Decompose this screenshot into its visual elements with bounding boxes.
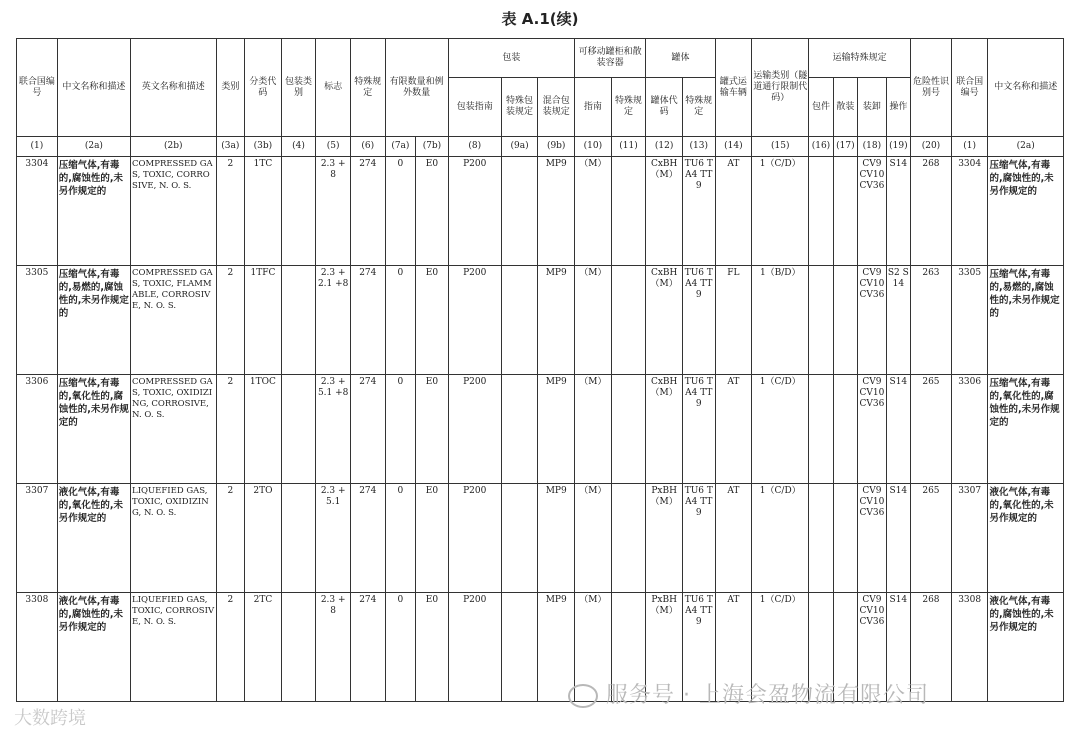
mixed-packing-cell: MP9 — [538, 484, 575, 593]
col-number: (14) — [715, 137, 752, 157]
header-special-provisions: 特殊规定 — [350, 39, 385, 137]
tank-vehicle-cell: AT — [715, 157, 752, 266]
bulk-cell — [833, 266, 857, 375]
un-repeat-cell: 3306 — [951, 375, 988, 484]
class-cell: 2 — [216, 484, 245, 593]
packages-cell — [809, 484, 833, 593]
header-loading: 装卸 — [858, 78, 887, 137]
packing-group-cell — [281, 157, 316, 266]
portable-instruction-cell: （M） — [575, 157, 612, 266]
header-class-code: 分类代码 — [245, 39, 282, 137]
col-number: (20) — [911, 137, 952, 157]
label-cell: 2.3 + 8 — [316, 157, 351, 266]
header-tank: 罐体 — [646, 39, 715, 78]
class-cell: 2 — [216, 593, 245, 702]
un-repeat-cell: 3307 — [951, 484, 988, 593]
operation-cell: S14 — [886, 484, 910, 593]
tank-code-cell: CxBH（M） — [646, 375, 683, 484]
mixed-packing-cell: MP9 — [538, 593, 575, 702]
packing-group-cell — [281, 266, 316, 375]
tank-special-cell: TU6 TA4 TT9 — [682, 266, 715, 375]
tank-special-cell: TU6 TA4 TT9 — [682, 157, 715, 266]
class-cell: 2 — [216, 157, 245, 266]
dangerous-goods-table — [16, 38, 1064, 702]
portable-instruction-cell: （M） — [575, 593, 612, 702]
transport-category-cell: 1（C/D） — [752, 593, 809, 702]
class-code-cell: 2TO — [245, 484, 282, 593]
col-number: (10) — [575, 137, 612, 157]
packing-instruction-cell: P200 — [448, 375, 501, 484]
hazard-id-cell: 263 — [911, 266, 952, 375]
limited-quantity-cell: 0 — [385, 593, 416, 702]
header-special-transport: 运输特殊规定 — [809, 39, 911, 78]
loading-cell: CV9 CV10 CV36 — [858, 593, 887, 702]
col-number: (5) — [316, 137, 351, 157]
un-repeat-cell: 3304 — [951, 157, 988, 266]
un-cell: 3307 — [17, 484, 58, 593]
col-number: (19) — [886, 137, 910, 157]
col-number: (8) — [448, 137, 501, 157]
cn-name-repeat-cell: 压缩气体,有毒的,易燃的,腐蚀性的,未另作规定的 — [988, 266, 1064, 375]
col-number: (2a) — [57, 137, 130, 157]
header-special-packing: 特殊包装规定 — [501, 78, 538, 137]
portable-instruction-cell: （M） — [575, 266, 612, 375]
limited-quantity-cell: 0 — [385, 375, 416, 484]
excepted-quantity-cell: E0 — [416, 266, 449, 375]
mixed-packing-cell: MP9 — [538, 266, 575, 375]
col-number: (12) — [646, 137, 683, 157]
loading-cell: CV9 CV10 CV36 — [858, 375, 887, 484]
header-class: 类别 — [216, 39, 245, 137]
col-number: (4) — [281, 137, 316, 157]
special-packing-cell — [501, 484, 538, 593]
header-portable-tanks: 可移动罐柜和散装容器 — [575, 39, 646, 78]
loading-cell: CV9 CV10 CV36 — [858, 157, 887, 266]
loading-cell: CV9 CV10 CV36 — [858, 266, 887, 375]
header-label: 标志 — [316, 39, 351, 137]
cn-name-cell: 压缩气体,有毒的,易燃的,腐蚀性的,未另作规定的 — [57, 266, 130, 375]
special-packing-cell — [501, 593, 538, 702]
portable-instruction-cell: （M） — [575, 484, 612, 593]
packing-group-cell — [281, 375, 316, 484]
wechat-icon — [568, 684, 598, 708]
packing-instruction-cell: P200 — [448, 157, 501, 266]
packing-instruction-cell: P200 — [448, 484, 501, 593]
table-row — [17, 484, 1064, 593]
col-number: (6) — [350, 137, 385, 157]
label-cell: 2.3 +2.1 +8 — [316, 266, 351, 375]
un-cell: 3308 — [17, 593, 58, 702]
header-packaging: 包装 — [448, 39, 574, 78]
tank-vehicle-cell: AT — [715, 593, 752, 702]
header-portable-instruction: 指南 — [575, 78, 612, 137]
watermark — [568, 678, 929, 709]
un-cell: 3304 — [17, 157, 58, 266]
col-number: (17) — [833, 137, 857, 157]
en-name-cell: COMPRESSED GAS, TOXIC, OXIDIZING, CORROSIVE, N. O. S. — [131, 375, 217, 484]
col-number: (3a) — [216, 137, 245, 157]
header-en-name: 英文名称和描述 — [131, 39, 217, 137]
header-packages: 包件 — [809, 78, 833, 137]
excepted-quantity-cell: E0 — [416, 375, 449, 484]
table-title: 表 A.1(续) — [501, 10, 579, 28]
portable-special-cell — [611, 484, 646, 593]
operation-cell: S14 — [886, 375, 910, 484]
table-body — [17, 157, 1064, 702]
tank-code-cell: CxBH（M） — [646, 266, 683, 375]
header-cn-name-repeat: 中文名称和描述 — [988, 39, 1064, 137]
col-number: (11) — [611, 137, 646, 157]
class-cell: 2 — [216, 375, 245, 484]
tank-special-cell: TU6 TA4 TT9 — [682, 593, 715, 702]
en-name-cell: LIQUEFIED GAS, TOXIC, OXIDIZING, N. O. S. — [131, 484, 217, 593]
un-cell: 3306 — [17, 375, 58, 484]
packing-instruction-cell: P200 — [448, 266, 501, 375]
un-cell: 3305 — [17, 266, 58, 375]
un-repeat-cell: 3308 — [951, 593, 988, 702]
cn-name-cell: 液化气体,有毒的,氧化性的,未另作规定的 — [57, 484, 130, 593]
col-number: (18) — [858, 137, 887, 157]
header-packing-group: 包装类别 — [281, 39, 316, 137]
limited-quantity-cell: 0 — [385, 266, 416, 375]
bulk-cell — [833, 484, 857, 593]
packages-cell — [809, 266, 833, 375]
portable-special-cell — [611, 266, 646, 375]
hazard-id-cell: 268 — [911, 157, 952, 266]
en-name-cell: COMPRESSED GAS, TOXIC, FLAMMABLE, CORROSIVE, N. O. S. — [131, 266, 217, 375]
tank-vehicle-cell: FL — [715, 266, 752, 375]
header-row-1 — [17, 39, 1064, 78]
table-row — [17, 266, 1064, 375]
tank-vehicle-cell: AT — [715, 484, 752, 593]
special-packing-cell — [501, 375, 538, 484]
transport-category-cell: 1（C/D） — [752, 157, 809, 266]
label-cell: 2.3 + 5.1 — [316, 484, 351, 593]
watermark-text: 服务号 · 上海会盈物流有限公司 — [606, 683, 929, 708]
cn-name-repeat-cell: 液化气体,有毒的,氧化性的,未另作规定的 — [988, 484, 1064, 593]
packing-group-cell — [281, 593, 316, 702]
limited-quantity-cell: 0 — [385, 157, 416, 266]
header-hazard-id: 危险性识别号 — [911, 39, 952, 137]
col-number: (13) — [682, 137, 715, 157]
bulk-cell — [833, 157, 857, 266]
tank-vehicle-cell: AT — [715, 375, 752, 484]
special-provision-cell: 274 — [350, 484, 385, 593]
operation-cell: S14 — [886, 593, 910, 702]
packages-cell — [809, 157, 833, 266]
col-number: (9a) — [501, 137, 538, 157]
header-packing-instruction: 包装指南 — [448, 78, 501, 137]
tank-code-cell: PxBH（M） — [646, 484, 683, 593]
cn-name-repeat-cell: 压缩气体,有毒的,腐蚀性的,未另作规定的 — [988, 157, 1064, 266]
packing-group-cell — [281, 484, 316, 593]
en-name-cell: LIQUEFIED GAS, TOXIC, CORROSIVE, N. O. S. — [131, 593, 217, 702]
excepted-quantity-cell: E0 — [416, 484, 449, 593]
col-number: (9b) — [538, 137, 575, 157]
col-number: (7b) — [416, 137, 449, 157]
cn-name-cell: 压缩气体,有毒的,腐蚀性的,未另作规定的 — [57, 157, 130, 266]
packing-instruction-cell: P200 — [448, 593, 501, 702]
col-number: (1) — [17, 137, 58, 157]
portable-instruction-cell: （M） — [575, 375, 612, 484]
tank-code-cell: PxBH（M） — [646, 593, 683, 702]
bulk-cell — [833, 375, 857, 484]
class-code-cell: 2TC — [245, 593, 282, 702]
special-provision-cell: 274 — [350, 157, 385, 266]
col-number: (7a) — [385, 137, 416, 157]
label-cell: 2.3 + 8 — [316, 593, 351, 702]
hazard-id-cell: 265 — [911, 375, 952, 484]
excepted-quantity-cell: E0 — [416, 593, 449, 702]
watermark-corner: 大数跨境 — [14, 708, 86, 729]
transport-category-cell: 1（C/D） — [752, 375, 809, 484]
header-tank-vehicle: 罐式运输车辆 — [715, 39, 752, 137]
class-code-cell: 1TFC — [245, 266, 282, 375]
un-repeat-cell: 3305 — [951, 266, 988, 375]
class-code-cell: 1TOC — [245, 375, 282, 484]
table-row — [17, 375, 1064, 484]
cn-name-cell: 压缩气体,有毒的,氧化性的,腐蚀性的,未另作规定的 — [57, 375, 130, 484]
transport-category-cell: 1（B/D） — [752, 266, 809, 375]
cn-name-cell: 液化气体,有毒的,腐蚀性的,未另作规定的 — [57, 593, 130, 702]
excepted-quantity-cell: E0 — [416, 157, 449, 266]
col-number: (2b) — [131, 137, 217, 157]
table-row — [17, 157, 1064, 266]
header-bulk: 散装 — [833, 78, 857, 137]
tank-special-cell: TU6 TA4 TT9 — [682, 484, 715, 593]
column-number-row — [17, 137, 1064, 157]
cn-name-repeat-cell: 压缩气体,有毒的,氧化性的,腐蚀性的,未另作规定的 — [988, 375, 1064, 484]
header-cn-name: 中文名称和描述 — [57, 39, 130, 137]
class-cell: 2 — [216, 266, 245, 375]
special-provision-cell: 274 — [350, 593, 385, 702]
en-name-cell: COMPRESSED GAS, TOXIC, CORROSIVE, N. O. S. — [131, 157, 217, 266]
header-tank-special: 特殊规定 — [682, 78, 715, 137]
limited-quantity-cell: 0 — [385, 484, 416, 593]
tank-special-cell: TU6 TA4 TT9 — [682, 375, 715, 484]
col-number: (15) — [752, 137, 809, 157]
operation-cell: S14 — [886, 157, 910, 266]
header-operation: 操作 — [886, 78, 910, 137]
col-number: (3b) — [245, 137, 282, 157]
packages-cell — [809, 375, 833, 484]
col-number: (2a) — [988, 137, 1064, 157]
header-mixed-packing: 混合包装规定 — [538, 78, 575, 137]
header-un-repeat: 联合国编号 — [951, 39, 988, 137]
col-number: (1) — [951, 137, 988, 157]
special-packing-cell — [501, 157, 538, 266]
special-provision-cell: 274 — [350, 266, 385, 375]
cn-name-repeat-cell: 液化气体,有毒的,腐蚀性的,未另作规定的 — [988, 593, 1064, 702]
header-tank-code: 罐体代码 — [646, 78, 683, 137]
class-code-cell: 1TC — [245, 157, 282, 266]
portable-special-cell — [611, 375, 646, 484]
portable-special-cell — [611, 157, 646, 266]
header-portable-special: 特殊规定 — [611, 78, 646, 137]
header-un: 联合国编号 — [17, 39, 58, 137]
mixed-packing-cell: MP9 — [538, 375, 575, 484]
hazard-id-cell: 265 — [911, 484, 952, 593]
label-cell: 2.3 +5.1 +8 — [316, 375, 351, 484]
transport-category-cell: 1（C/D） — [752, 484, 809, 593]
header-limited-quantity: 有限数量和例外数量 — [385, 39, 448, 137]
col-number: (16) — [809, 137, 833, 157]
tank-code-cell: CxBH（M） — [646, 157, 683, 266]
mixed-packing-cell: MP9 — [538, 157, 575, 266]
loading-cell: CV9 CV10 CV36 — [858, 484, 887, 593]
special-provision-cell: 274 — [350, 375, 385, 484]
hazard-id-cell: 268 — [911, 593, 952, 702]
header-transport-category: 运输类别（隧道通行限制代码） — [752, 39, 809, 137]
special-packing-cell — [501, 266, 538, 375]
operation-cell: S2 S14 — [886, 266, 910, 375]
